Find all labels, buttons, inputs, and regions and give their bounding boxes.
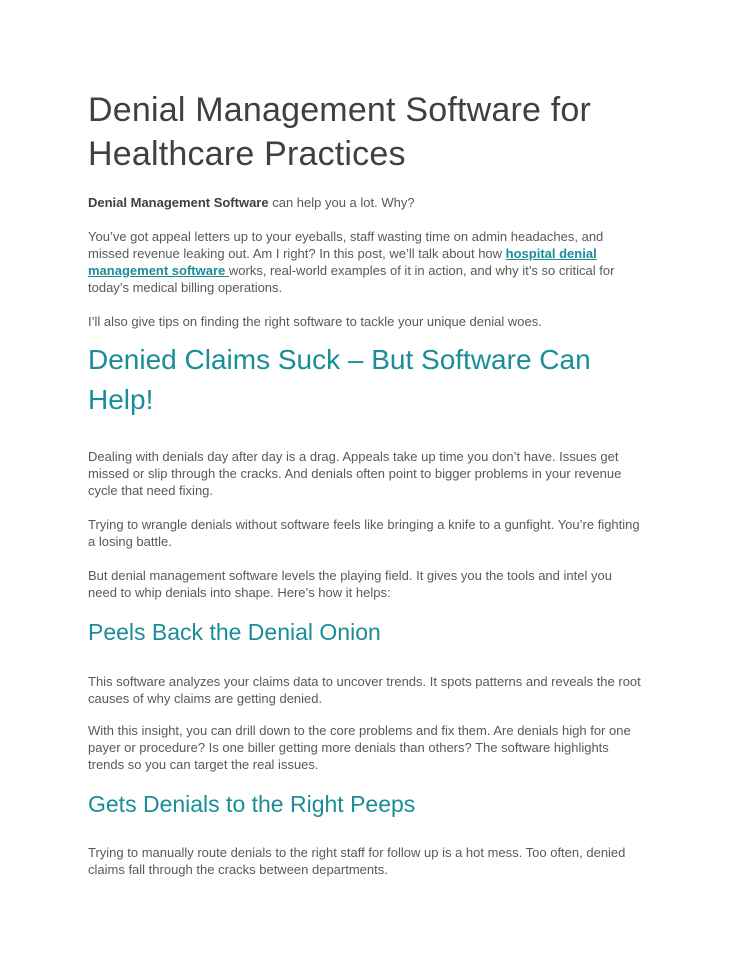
paragraph-text: You’ve got appeal letters up to your eyeballs, staff wasting time on admin headaches, and missed revenue leaking out. Am I right? In this post, we’ll talk about how: [88, 229, 604, 261]
intro-paragraph: [88, 194, 644, 211]
paragraph-drill-down: With this insight, you can drill down to the core problems and fix them. Are denials high for one payer or procedure? Is one biller getting more denials than others? The software highlights trends so you can target the real issues.: [88, 723, 631, 772]
section-heading-denied-claims: Denied Claims Suck – But Software Can Help!: [88, 344, 591, 415]
intro-text: can help you a lot. Why?: [268, 195, 415, 210]
paragraph-analyzes-claims: This software analyzes your claims data to uncover trends. It spots patterns and reveals the root causes of why claims are getting denied.: [88, 674, 641, 706]
paragraph-tips: I’ll also give tips on finding the right software to tackle your unique denial woes.: [88, 314, 542, 329]
paragraph-knife-gunfight: Trying to wrangle denials without software feels like bringing a knife to a gunfight. You’re fighting a losing battle.: [88, 517, 640, 549]
hospital-denial-software-link[interactable]: hospital denial management software: [88, 246, 597, 278]
intro-bold-text: Denial Management Software: [88, 195, 269, 210]
section-heading-denial-onion: Peels Back the Denial Onion: [88, 619, 381, 645]
page-title: [88, 88, 644, 176]
document-page: [88, 88, 644, 878]
paragraph-route-denials: Trying to manually route denials to the right staff for follow up is a hot mess. Too often, denied claims fall through the cracks between departments.: [88, 845, 626, 877]
page-title-line-2: Healthcare Practices: [88, 135, 406, 173]
page-title-line-1: Denial Management Software for: [88, 91, 592, 129]
section-heading-right-peeps: Gets Denials to the Right Peeps: [88, 791, 416, 817]
paragraph-levels-field: But denial management software levels the playing field. It gives you the tools and intel you need to whip denials into shape. Here’s how it helps:: [88, 568, 612, 600]
paragraph-dealing-with-denials: Dealing with denials day after day is a drag. Appeals take up time you don’t have. Issues get missed or slip through the cracks. And denials often point to bigger problems in your revenue cycle that need fixing.: [88, 449, 622, 498]
paragraph-appeal-letters: [88, 228, 644, 296]
paragraph-text: works, real-world examples of it in action, and why it’s so critical for today’s medical billing operations.: [88, 263, 615, 295]
